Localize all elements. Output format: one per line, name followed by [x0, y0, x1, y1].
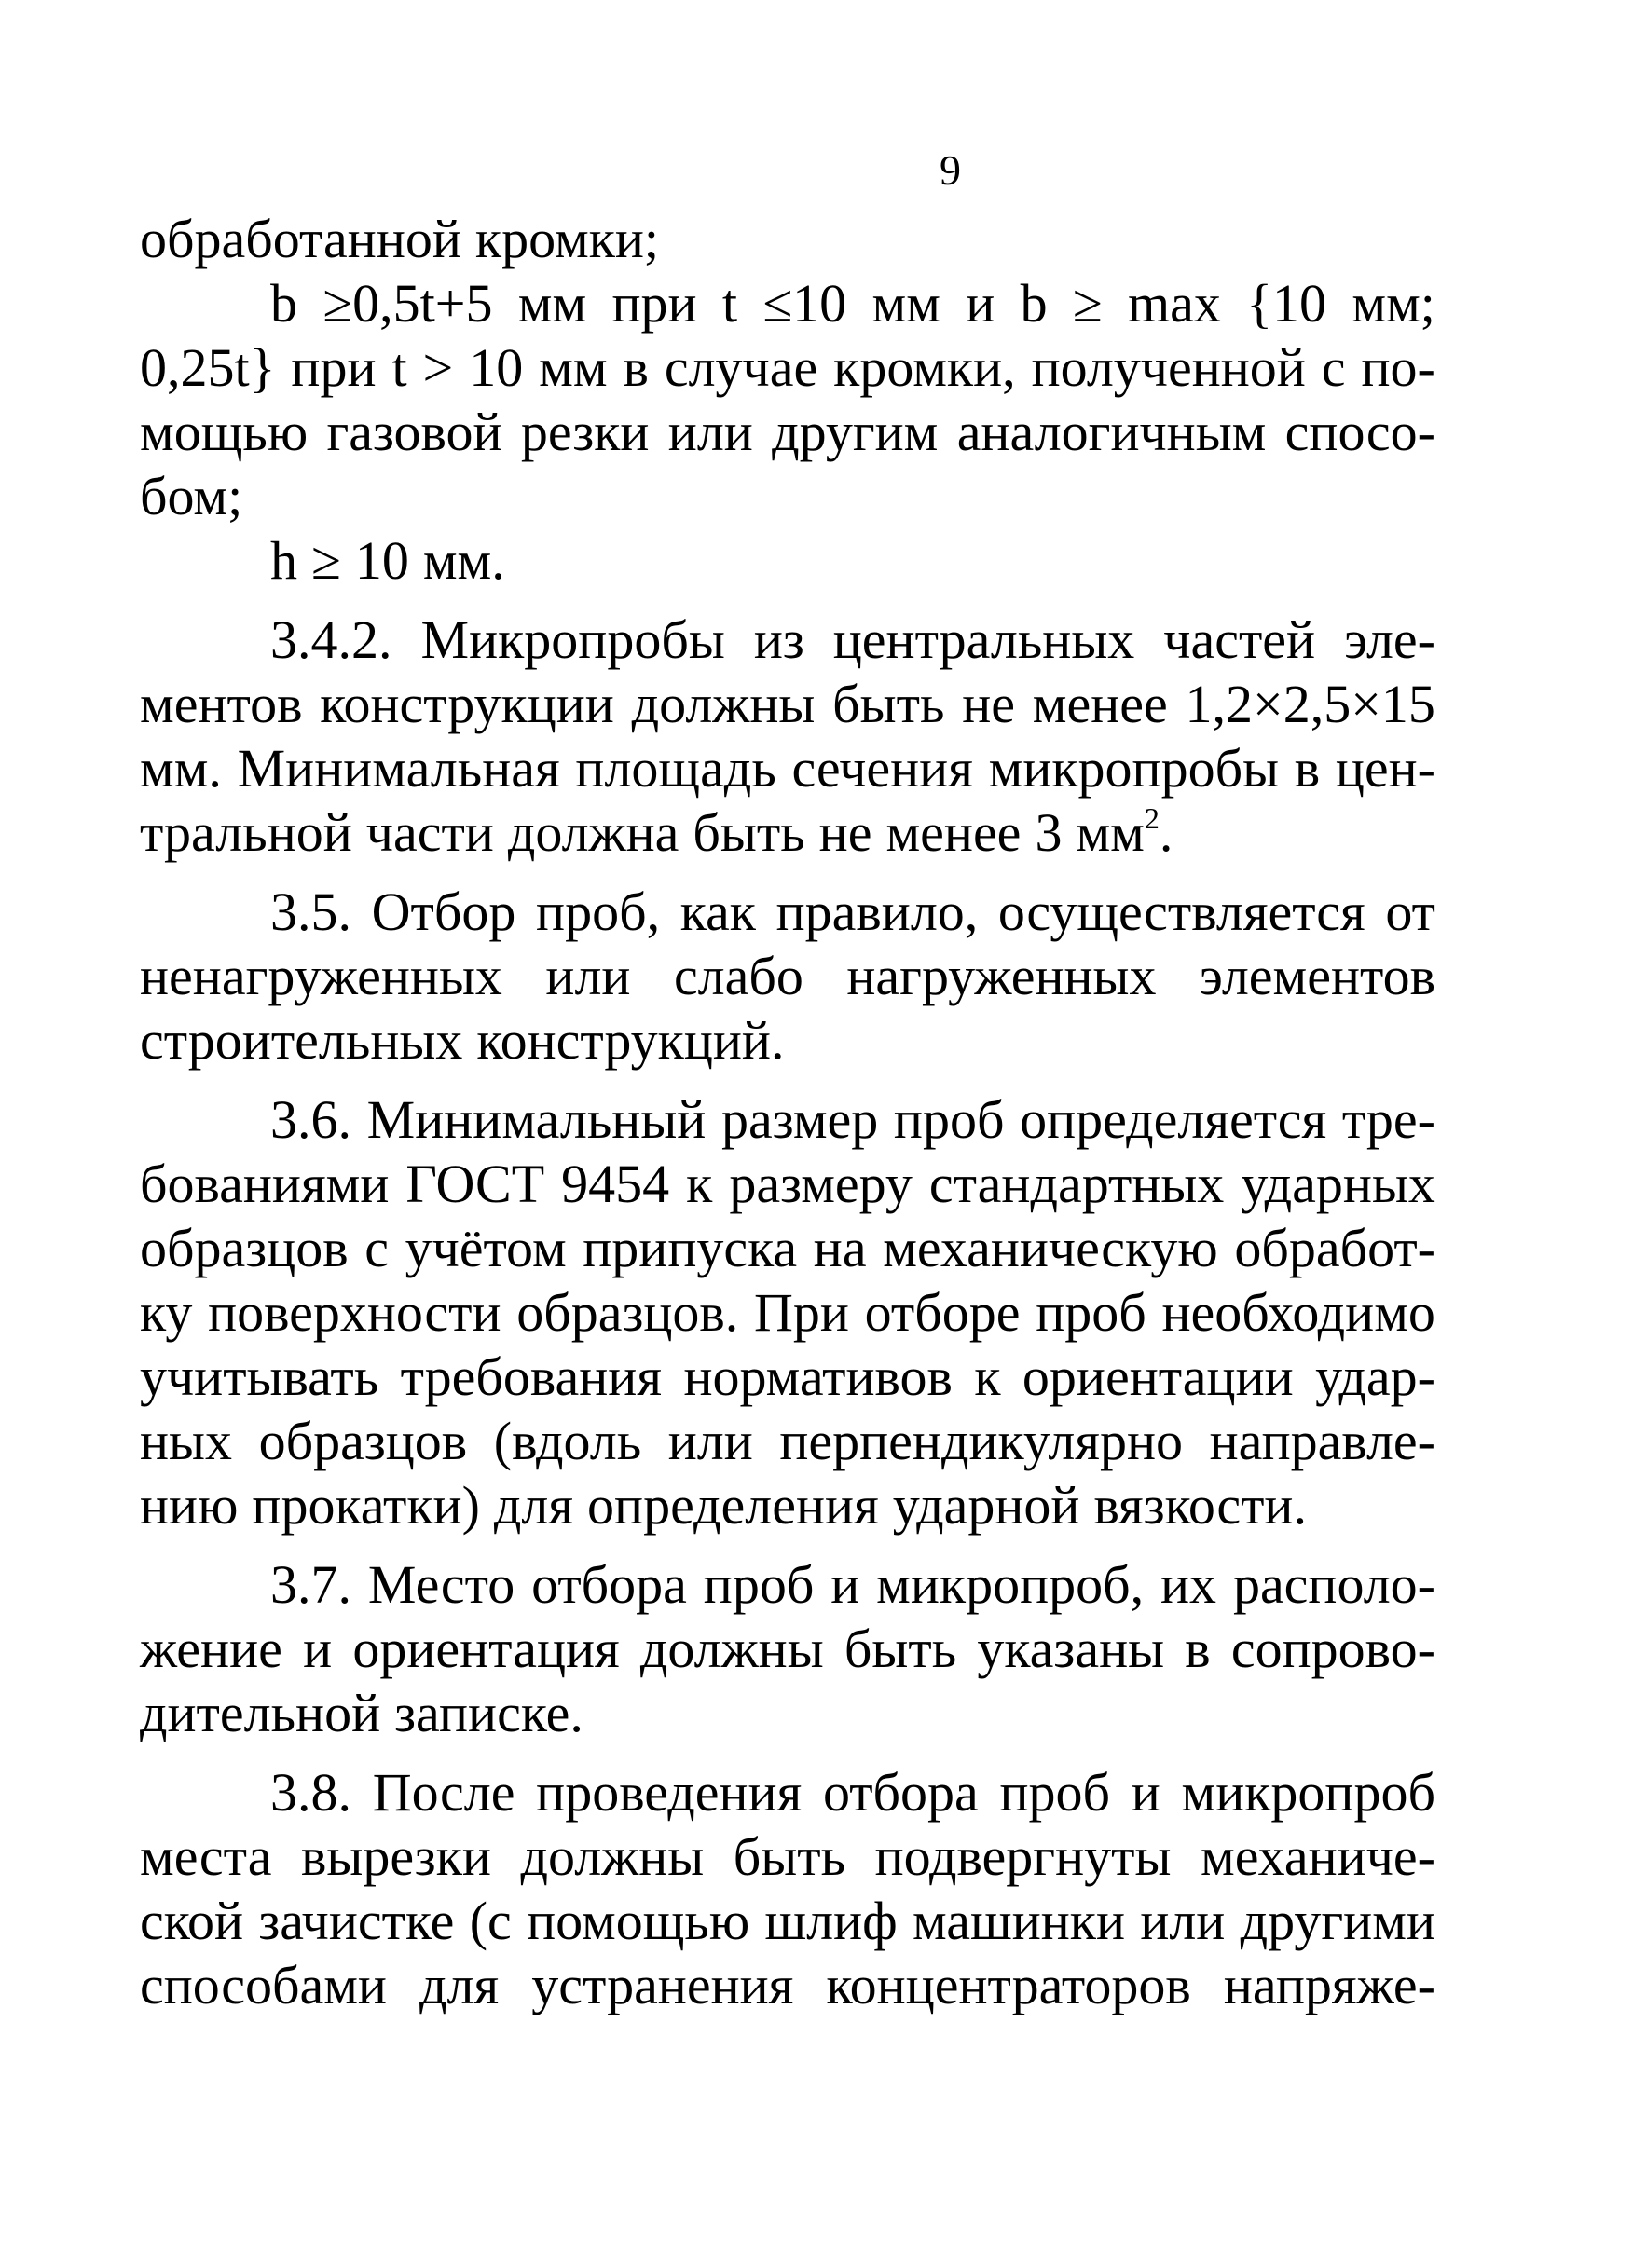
word: нагруженных: [846, 946, 1157, 1006]
word: частей: [1163, 609, 1316, 670]
word: тральной: [140, 802, 352, 863]
text-line: [140, 1008, 1435, 1073]
word: t: [721, 273, 738, 334]
word: быть: [693, 802, 805, 863]
word: 3: [1035, 802, 1063, 863]
word: быть: [733, 1826, 846, 1887]
word: правило,: [775, 881, 979, 942]
word: ≤10: [762, 273, 847, 334]
word: элементов: [1200, 946, 1435, 1006]
word: механическую: [883, 1218, 1218, 1278]
word: должны: [520, 1826, 705, 1887]
paragraph-section-3-5: [140, 880, 1435, 1073]
word: конструкции: [320, 674, 614, 734]
word: 0,25t}: [140, 337, 276, 398]
paragraph-intro: [140, 207, 1435, 271]
word: необходимо: [1161, 1282, 1435, 1343]
word: учитывать: [140, 1346, 379, 1407]
word: строительных: [140, 1010, 463, 1071]
word: 9454: [561, 1154, 670, 1214]
word: из: [753, 609, 804, 670]
word: вырезки: [300, 1826, 491, 1887]
word: указаны: [977, 1619, 1165, 1679]
text-line: [140, 880, 1435, 944]
word: машинки: [913, 1891, 1126, 1951]
word: на: [813, 1218, 867, 1278]
word: напряже-: [1223, 1955, 1435, 2015]
word: тре-: [1341, 1089, 1435, 1150]
word: другим: [772, 402, 939, 462]
word: или: [1140, 1891, 1226, 1951]
word: центральных: [832, 609, 1135, 670]
word: мм: [517, 273, 587, 334]
word: в: [623, 337, 649, 398]
paragraph-gap: [140, 1073, 1435, 1087]
word: 3.5.: [270, 881, 351, 942]
word: помощью: [527, 1891, 750, 1951]
word: и: [966, 273, 995, 334]
word: учётом: [405, 1218, 567, 1278]
text-line: [140, 1216, 1435, 1280]
word: другими: [1240, 1891, 1435, 1951]
paragraph-section-3-4-2: [140, 608, 1435, 865]
word: быть: [844, 1619, 957, 1679]
word: менее: [885, 802, 1022, 863]
word: жение: [140, 1619, 282, 1679]
word: аналогичным: [956, 402, 1267, 462]
word: размер: [720, 1089, 879, 1150]
word: Микропробы: [420, 609, 725, 670]
word: стандартных: [928, 1154, 1225, 1214]
paragraph-gap: [140, 865, 1435, 880]
word: отбора: [822, 1762, 979, 1823]
word: дительной: [140, 1683, 381, 1743]
word: не: [818, 802, 872, 863]
paragraph-gap: [140, 593, 1435, 608]
word: образцов: [140, 1218, 349, 1278]
word: и: [830, 1554, 860, 1615]
word: для: [419, 1955, 500, 2015]
word: t: [391, 337, 407, 398]
word: должны: [631, 674, 816, 734]
word: Минимальная: [237, 738, 560, 799]
word: обработ-: [1234, 1218, 1435, 1278]
text-line: [140, 528, 1435, 593]
word: от: [1385, 881, 1435, 942]
word: мм: [871, 273, 940, 334]
word: зачистке: [258, 1891, 455, 1951]
word: быть: [832, 674, 945, 734]
word: При: [754, 1282, 849, 1343]
document-body: [140, 207, 1435, 2017]
word: ≥: [311, 530, 341, 591]
word: при: [611, 273, 697, 334]
text-line: [140, 464, 1435, 528]
word: сопрово-: [1230, 1619, 1435, 1679]
word: мм: [539, 337, 608, 398]
word: b: [270, 273, 297, 334]
word: по-: [1361, 337, 1435, 398]
word: для: [493, 1475, 574, 1536]
text-line: [140, 1617, 1435, 1681]
word: вязкости.: [1093, 1475, 1307, 1536]
text-line: [140, 736, 1435, 800]
text-line: [140, 1953, 1435, 2017]
word: сечения: [791, 738, 973, 799]
word: 3.6.: [270, 1089, 351, 1150]
paragraph-formula-h: [140, 528, 1435, 593]
text-line: [140, 800, 1435, 865]
word: их: [1160, 1554, 1217, 1615]
word: удар-: [1315, 1346, 1435, 1407]
word: поверхности: [208, 1282, 501, 1343]
word: располо-: [1232, 1554, 1435, 1615]
word: и: [303, 1619, 333, 1679]
paragraph-section-3-6: [140, 1087, 1435, 1537]
text-line: [140, 207, 1435, 271]
word: нормативов: [683, 1346, 953, 1407]
text-line: [140, 1760, 1435, 1824]
text-line: [140, 1280, 1435, 1345]
word: проведения: [536, 1762, 803, 1823]
word: образцов.: [516, 1282, 739, 1343]
word: перпендикулярно: [779, 1411, 1183, 1471]
text-line: [140, 1409, 1435, 1473]
word: случае: [664, 337, 818, 398]
word: микропроб,: [876, 1554, 1145, 1615]
word: размеру: [729, 1154, 913, 1214]
word: в: [1294, 738, 1321, 799]
word: резки: [520, 402, 650, 462]
word: проб: [1036, 1282, 1146, 1343]
word: ской: [140, 1891, 244, 1951]
word: или: [667, 402, 753, 462]
paragraph-section-3-8: [140, 1760, 1435, 2017]
word: бованиями: [140, 1154, 390, 1214]
word: После: [372, 1762, 515, 1823]
word: должна: [507, 802, 679, 863]
word: осуществляется: [997, 881, 1365, 942]
word: или: [545, 946, 631, 1006]
word: образцов: [258, 1411, 468, 1471]
word: 3.4.2.: [270, 609, 392, 670]
word: ударной: [892, 1475, 1080, 1536]
word: к: [974, 1346, 1001, 1407]
word: h: [270, 530, 297, 591]
word: >: [422, 337, 454, 398]
word: цен-: [1335, 738, 1435, 799]
word: $мм^2$.: [1076, 801, 1173, 863]
word: бом;: [140, 466, 243, 526]
word: определения: [587, 1475, 879, 1536]
text-line: [140, 1681, 1435, 1745]
word: ≥0,5t+5: [322, 273, 493, 334]
word: кромки,: [833, 337, 1016, 398]
word: устранения: [531, 1955, 794, 2015]
word: припуска: [583, 1218, 798, 1278]
text-line: [140, 1087, 1435, 1152]
word: и: [1131, 1762, 1160, 1823]
word: (вдоль: [493, 1411, 642, 1471]
word: 10: [469, 337, 524, 398]
text-line: [140, 672, 1435, 736]
text-line: [140, 335, 1435, 400]
word: отбора: [531, 1554, 687, 1615]
word: конструкций.: [476, 1010, 785, 1071]
word: {10: [1246, 273, 1327, 334]
word: ориентации: [1022, 1346, 1294, 1407]
word: проб: [893, 1089, 1005, 1150]
text-line: [140, 1152, 1435, 1216]
word: 1,2×2,5×15: [1185, 674, 1435, 734]
word: способами: [140, 1955, 387, 2015]
word: Минимальный: [366, 1089, 707, 1150]
word: микропробы: [988, 738, 1280, 799]
text-line: [140, 400, 1435, 464]
word: направле-: [1209, 1411, 1435, 1471]
word: записке.: [394, 1683, 583, 1743]
superscript: 2: [1144, 801, 1160, 835]
text-line: [140, 1473, 1435, 1537]
text-line: [140, 271, 1435, 335]
word: мощью: [140, 402, 309, 462]
word: ных: [140, 1411, 233, 1471]
text-line: [140, 1552, 1435, 1617]
word: нию: [140, 1475, 239, 1536]
word: Отбор: [371, 881, 516, 942]
word: слабо: [673, 946, 803, 1006]
word: не: [962, 674, 1015, 734]
word: ударных: [1241, 1154, 1435, 1214]
word: или: [667, 1411, 753, 1471]
word: проб: [703, 1554, 815, 1615]
word: при: [291, 337, 377, 398]
text-line: [140, 944, 1435, 1008]
text-line: [140, 1345, 1435, 1409]
paragraph-gap: [140, 1745, 1435, 1760]
word: отборе: [864, 1282, 1021, 1343]
word: газовой: [326, 402, 502, 462]
word: проб,: [536, 881, 661, 942]
word: площадь: [575, 738, 776, 799]
word: менее: [1032, 674, 1168, 734]
word: требования: [400, 1346, 663, 1407]
word: полученной: [1031, 337, 1306, 398]
word: ориентация: [352, 1619, 620, 1679]
word: ГОСТ: [405, 1154, 545, 1214]
text-line: [140, 1889, 1435, 1953]
word: max: [1128, 273, 1221, 334]
word: микропроб: [1181, 1762, 1435, 1823]
word: ку: [140, 1282, 193, 1343]
word: с: [1321, 337, 1346, 398]
word: определяется: [1020, 1089, 1327, 1150]
word: мм.: [140, 738, 222, 799]
page-number: 9: [940, 146, 961, 194]
text-line: [140, 608, 1435, 672]
word: с: [364, 1218, 389, 1278]
word: обработанной: [140, 209, 461, 269]
word: спосо-: [1284, 402, 1435, 462]
word: должны: [639, 1619, 824, 1679]
word: концентраторов: [826, 1955, 1191, 2015]
word: (с: [469, 1891, 512, 1951]
word: мм;: [1352, 273, 1435, 334]
word: механиче-: [1200, 1826, 1435, 1887]
word: Место: [367, 1554, 515, 1615]
word: b: [1020, 273, 1048, 334]
word: к: [686, 1154, 713, 1214]
word: подвергнуты: [874, 1826, 1172, 1887]
punctuation: .: [1159, 802, 1173, 863]
word: кромки;: [474, 209, 660, 269]
word: места: [140, 1826, 272, 1887]
word: ненагруженных: [140, 946, 502, 1006]
word: 3.8.: [270, 1762, 351, 1823]
word: ментов: [140, 674, 303, 734]
word: мм.: [422, 530, 505, 591]
word: эле-: [1344, 609, 1435, 670]
text-line: [140, 1824, 1435, 1889]
word: ≥: [1072, 273, 1103, 334]
word: 3.7.: [270, 1554, 351, 1615]
paragraph-section-3-7: [140, 1552, 1435, 1745]
word: как: [679, 881, 756, 942]
word: прокатки): [252, 1475, 480, 1536]
paragraph-gap: [140, 1537, 1435, 1552]
word: части: [365, 802, 494, 863]
word: 10: [354, 530, 409, 591]
word: проб: [999, 1762, 1111, 1823]
paragraph-formula-b: [140, 271, 1435, 528]
word: в: [1185, 1619, 1211, 1679]
word: шлиф: [764, 1891, 898, 1951]
